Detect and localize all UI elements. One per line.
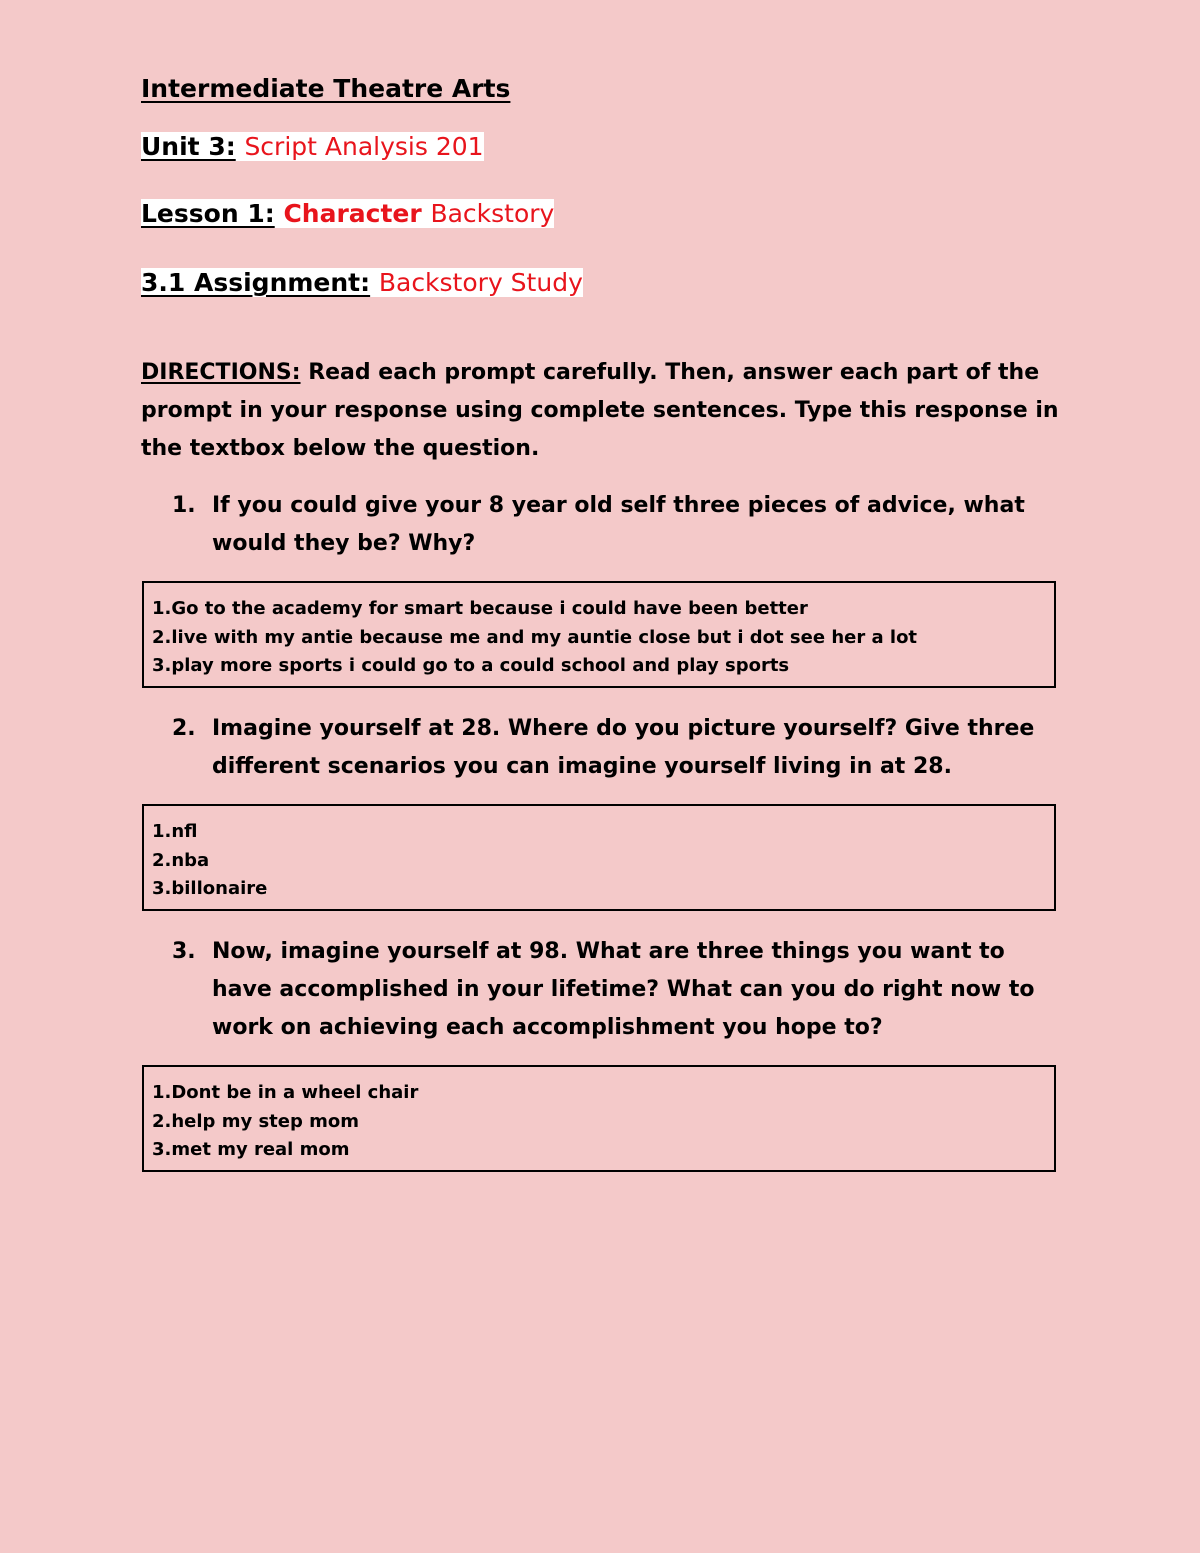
question-2: [172, 710, 1052, 786]
directions: [141, 354, 1061, 468]
unit-value: Script Analysis 201: [244, 132, 484, 161]
assignment-value: Backstory Study: [378, 268, 583, 297]
answer-2-line-2: 2.nba: [152, 849, 210, 871]
answer-1-line-3: 3.play more sports i could go to a could school and play sports: [152, 655, 790, 676]
question-3-text: Now, imagine yourself at 98. What are three things you want to have accomplished in your lifetime? What can you do right now to work on achieving each accomplishment you hope to?: [212, 939, 1035, 1040]
assignment-highlight: [141, 268, 583, 297]
directions-label: DIRECTIONS:: [141, 360, 301, 385]
unit-highlight: [141, 132, 484, 161]
assignment-label: 3.1 Assignment:: [141, 268, 371, 297]
answer-3-line-2: 2.help my step mom: [152, 1110, 360, 1132]
answer-textbox-2[interactable]: [142, 804, 1056, 911]
lesson-label: Lesson 1:: [141, 199, 275, 228]
question-1-number: 1.: [172, 493, 196, 518]
directions-text: Read each prompt carefully. Then, answer each part of the prompt in your response using complete sentences. Type this response in the textbox below the question.: [141, 360, 1059, 461]
question-1-text: If you could give your 8 year old self three pieces of advice, what would they be? Why?: [212, 493, 1025, 556]
answer-1-line-1: 1.Go to the academy for smart because i could have been better: [152, 598, 808, 619]
answer-2-line-3: 3.billonaire: [152, 878, 268, 899]
question-3: [172, 933, 1052, 1047]
answer-textbox-1[interactable]: [142, 581, 1056, 688]
lesson-value: Backstory: [430, 199, 555, 228]
answer-2-line-1: 1.nfl: [152, 821, 198, 842]
question-3-number: 3.: [172, 939, 196, 964]
course-title-text: Intermediate Theatre Arts: [141, 74, 511, 103]
question-2-number: 2.: [172, 716, 196, 741]
lesson-heading: [141, 199, 554, 228]
unit-label: Unit 3:: [141, 132, 236, 161]
question-2-text: Imagine yourself at 28. Where do you picture yourself? Give three different scenarios you can imagine yourself living in at 28.: [212, 716, 1035, 779]
answer-textbox-3[interactable]: [142, 1065, 1056, 1172]
lesson-highlight: [141, 199, 554, 228]
unit-heading: [141, 132, 484, 161]
question-1: [172, 487, 1052, 563]
answer-3-line-1: 1.Dont be in a wheel chair: [152, 1082, 419, 1103]
assignment-heading: [141, 268, 583, 297]
answer-3-line-3: 3.met my real mom: [152, 1139, 350, 1160]
answer-1-line-2: 2.live with my antie because me and my auntie close but i dot see her a lot: [152, 626, 918, 648]
lesson-value-strong: Character: [283, 199, 422, 228]
course-title: [141, 74, 510, 103]
